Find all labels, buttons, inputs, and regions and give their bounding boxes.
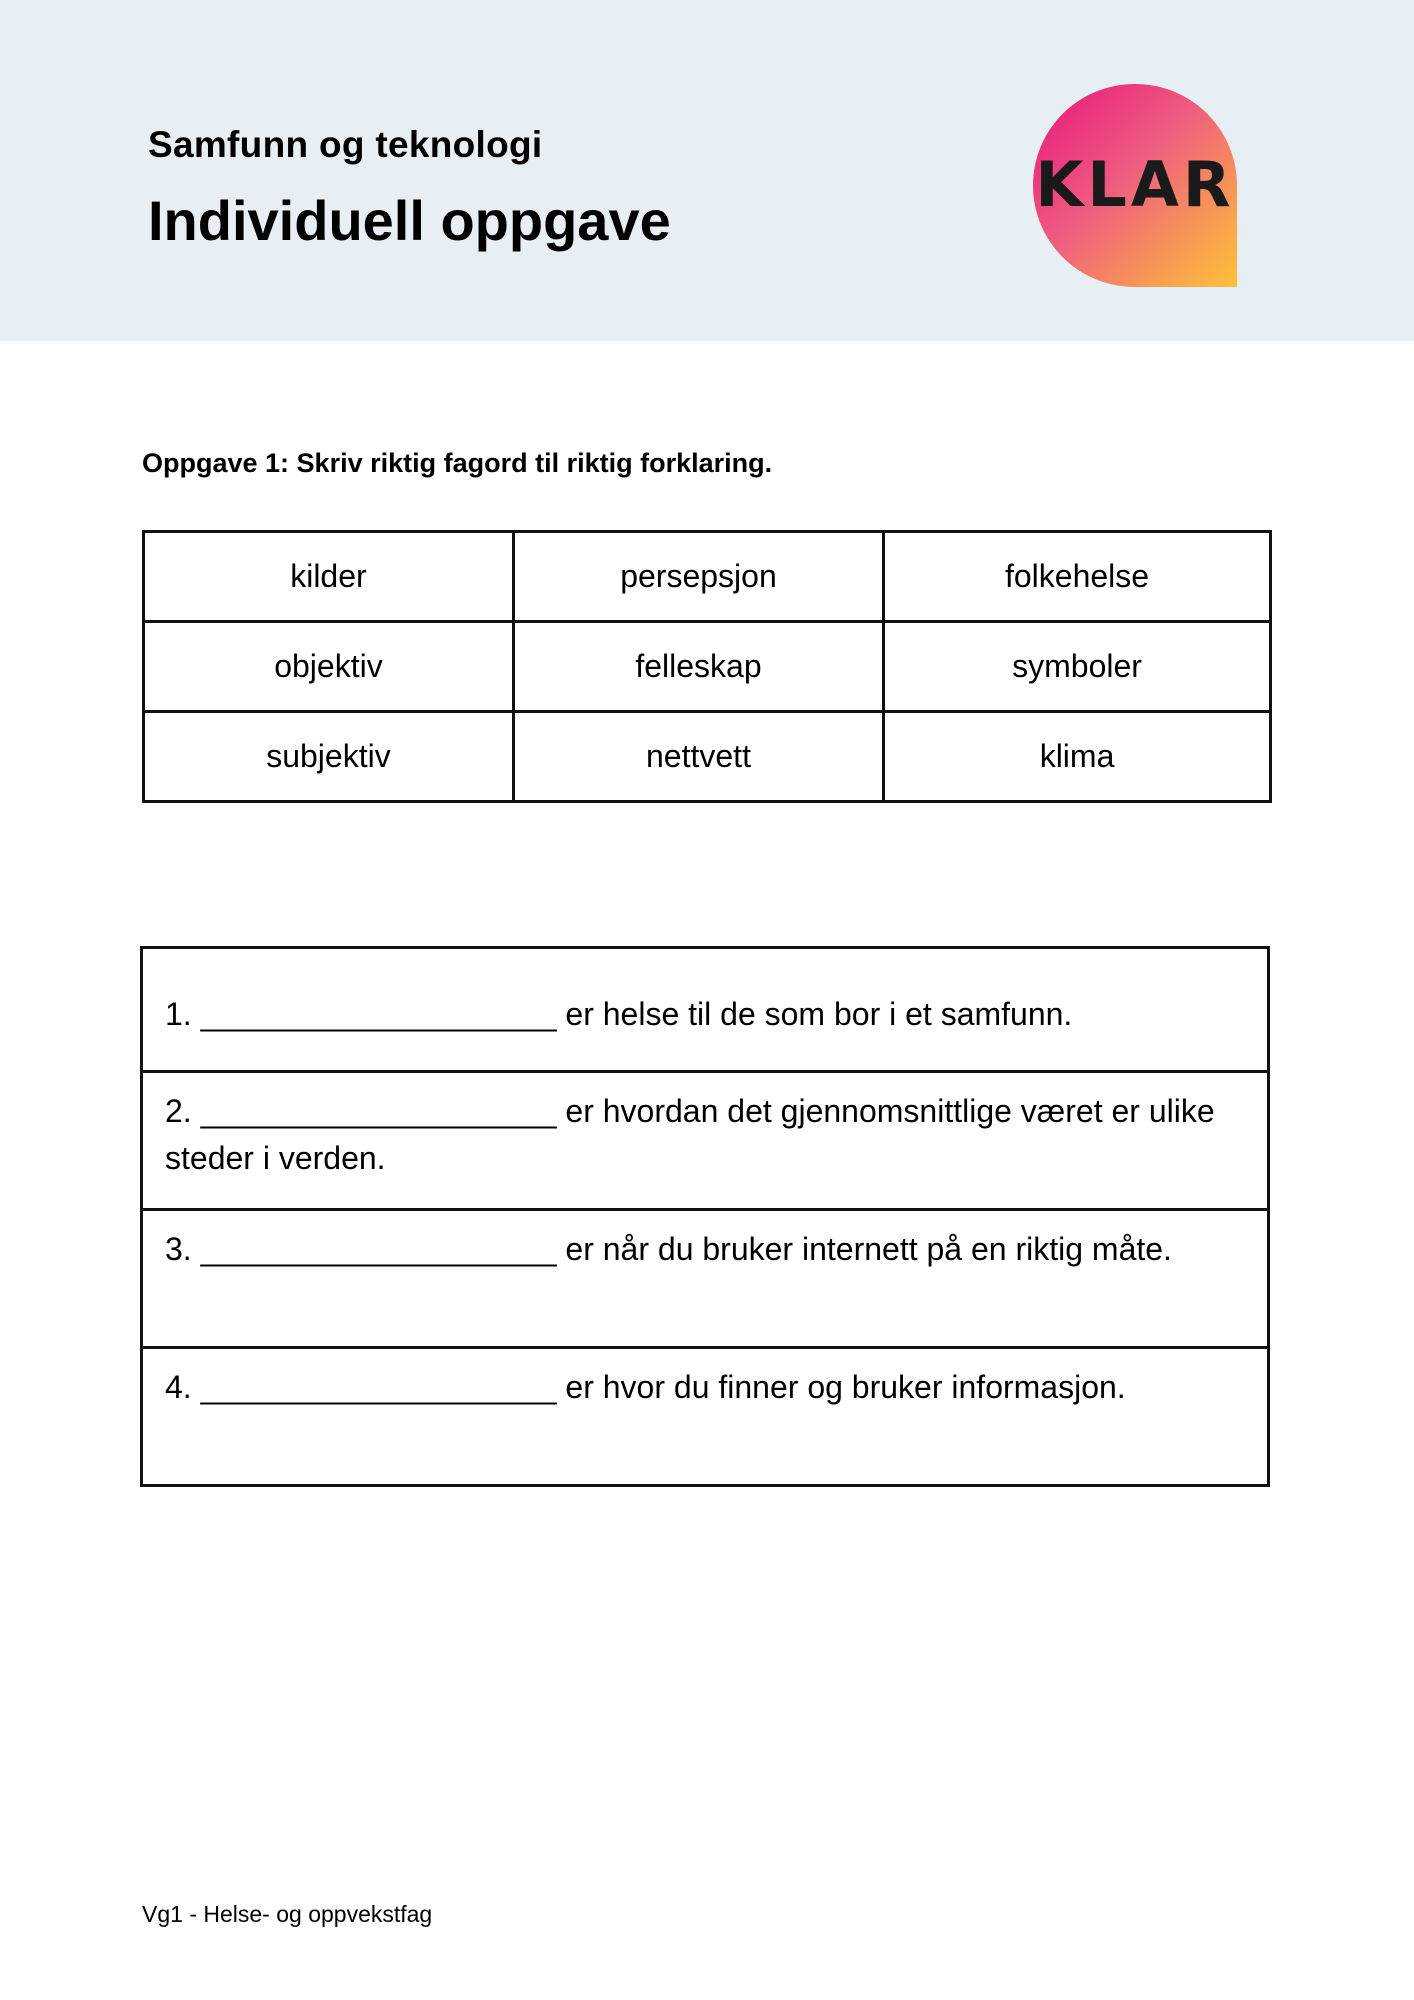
sentence-cell[interactable]: 1. ____________________ er helse til de som bor i et samfunn. bbox=[142, 948, 1269, 1072]
word-cell: symboler bbox=[884, 622, 1271, 712]
sentence-table bbox=[140, 946, 1270, 1487]
word-cell: kilder bbox=[144, 532, 514, 622]
document-title: Individuell oppgave bbox=[148, 189, 671, 252]
subject-title: Samfunn og teknologi bbox=[148, 124, 543, 165]
word-row bbox=[144, 622, 1271, 712]
footer-text: Vg1 - Helse- og oppvekstfag bbox=[142, 1901, 433, 1927]
sentence-cell[interactable]: 2. ____________________ er hvordan det gjennomsnittlige været er ulike steder i verden. bbox=[142, 1072, 1269, 1210]
task-heading: Oppgave 1: Skriv riktig fagord til riktig forklaring. bbox=[142, 448, 773, 478]
klar-logo bbox=[1033, 84, 1237, 287]
sentence-row bbox=[142, 1072, 1269, 1210]
word-cell: folkehelse bbox=[884, 532, 1271, 622]
word-cell: klima bbox=[884, 712, 1271, 802]
word-cell: subjektiv bbox=[144, 712, 514, 802]
sentence-row bbox=[142, 1348, 1269, 1486]
word-cell: persepsjon bbox=[513, 532, 883, 622]
word-cell: objektiv bbox=[144, 622, 514, 712]
sentence-row bbox=[142, 1210, 1269, 1348]
word-row bbox=[144, 532, 1271, 622]
header-banner bbox=[0, 0, 1414, 341]
sentence-cell[interactable]: 4. ____________________ er hvor du finner og bruker informasjon. bbox=[142, 1348, 1269, 1486]
word-cell: nettvett bbox=[513, 712, 883, 802]
word-cell: felleskap bbox=[513, 622, 883, 712]
word-bank-table bbox=[142, 530, 1272, 803]
logo-text: KLAR bbox=[1035, 148, 1235, 221]
sentence-cell[interactable]: 3. ____________________ er når du bruker internett på en riktig måte. bbox=[142, 1210, 1269, 1348]
sentence-row bbox=[142, 948, 1269, 1072]
word-row bbox=[144, 712, 1271, 802]
